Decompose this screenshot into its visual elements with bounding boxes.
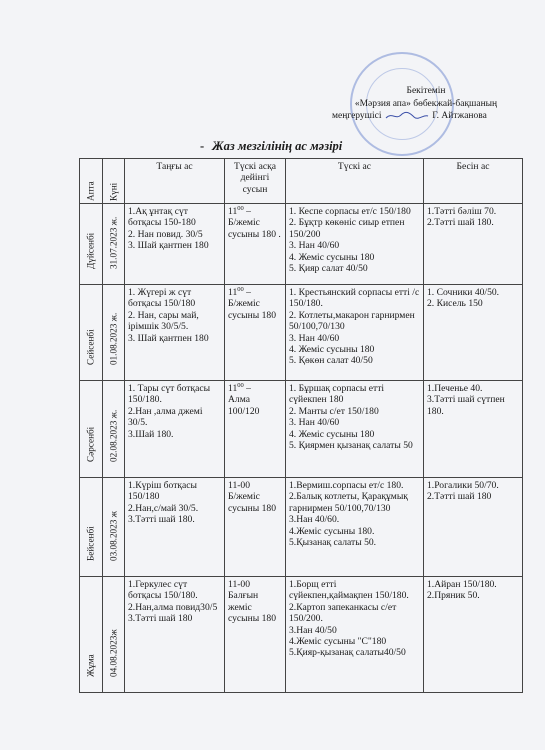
snack-item: – (243, 287, 251, 298)
header-week: Апта (80, 159, 103, 204)
snack-item: Б/жеміс сусыны 180 . (228, 217, 281, 240)
snack-item: Б/жеміс сусыны 180 (228, 298, 277, 321)
page-title (200, 139, 342, 154)
date-cell: 04.08.2023ж (103, 577, 125, 693)
date-cell: 01.08.2023 ж. (103, 285, 125, 381)
afternoon-cell-item: 1.Рогалики 50/70. (427, 480, 499, 491)
header-snack: Түскі асқа дейінгі сусын (225, 159, 286, 204)
snack-time: 11 (228, 206, 238, 217)
table-row (80, 204, 523, 285)
breakfast-cell-item: 3.Тәтті шай 180. (128, 514, 195, 526)
title-bullet: - (200, 139, 205, 153)
lunch-cell-item: 3. Нан 40/60 (289, 240, 340, 252)
afternoon-cell-item: 2.Пряник 50. (427, 590, 480, 602)
date-cell: 31.07.2023 ж. (103, 204, 125, 285)
lunch-cell-item: 1. Кеспе сорпасы ет/с 150/180 (289, 206, 411, 217)
snack-item: Б/жеміс сусыны 180 (228, 491, 277, 514)
afternoon-cell-item: 1. Сочники 40/50. (427, 287, 500, 298)
snack-cell (225, 381, 286, 478)
breakfast-cell-item: 3. Шай қантпен 180 (128, 240, 209, 252)
breakfast-cell-item: 2. Нан, сары май, ірімшік 30/5/5. (128, 309, 199, 333)
snack-cell (225, 204, 286, 285)
lunch-cell-item: 4.Жеміс сусыны 180. (289, 525, 375, 537)
lunch-cell-item: 2. Бұқтр көкөніс сиыр етпен 150/200 (289, 217, 405, 240)
snack-item: – (243, 206, 251, 217)
snack-item: Алма 100/120 (228, 394, 260, 417)
header-lunch: Түскі ас (286, 159, 424, 204)
snack-cell (225, 285, 286, 381)
breakfast-cell-item: 3.Шай 180. (128, 428, 174, 440)
lunch-cell-item: 1.Борщ етті сүйекпен,қаймақпен 150/180. (289, 579, 409, 602)
breakfast-cell (125, 381, 225, 478)
snack-item: Балғын жеміс сусыны 180 (228, 590, 277, 625)
breakfast-cell (125, 204, 225, 285)
table-header-row (80, 159, 523, 204)
week-cell: Сәрсенбі (80, 381, 103, 478)
snack-cell (225, 478, 286, 577)
snack-time: 11-00 (228, 579, 251, 590)
snack-time: 11 (228, 287, 238, 298)
afternoon-cell (424, 478, 523, 577)
afternoon-cell (424, 204, 523, 285)
afternoon-cell-item: 1.Айран 150/180. (427, 579, 497, 590)
date-cell: 02.08.2023 ж. (103, 381, 125, 478)
breakfast-cell-item: 1.Геркулес сүт ботқасы 150/180. (128, 579, 198, 602)
header-afternoon: Бесін ас (424, 159, 523, 204)
approval-block (326, 85, 526, 123)
table-row (80, 478, 523, 577)
afternoon-cell-item: 2.Тәтті шай 180 (427, 491, 492, 503)
afternoon-cell-item: 2. Кисель 150 (427, 298, 483, 310)
snack-time: 11 (228, 383, 238, 394)
lunch-cell-item: 3.Нан 40/60. (289, 514, 340, 526)
snack-time-minutes: 00 (237, 204, 244, 212)
lunch-cell (286, 204, 424, 285)
approval-position: меңгерушісі (332, 111, 382, 121)
afternoon-cell (424, 577, 523, 693)
snack-cell (225, 577, 286, 693)
snack-item: – (243, 383, 251, 394)
title-text: Жаз мезгілінің ас мәзірі (212, 139, 343, 153)
lunch-cell-item: 3.Нан 40/50 (289, 624, 337, 636)
snack-time: 11-00 (228, 480, 251, 491)
breakfast-cell-item: 1. Жүгері ж сүт ботқасы 150/180 (128, 287, 196, 310)
afternoon-cell-item: 2.Тәтті шай 180. (427, 217, 494, 229)
afternoon-cell-item: 1.Печенье 40. (427, 383, 483, 394)
header-day: Күні (103, 159, 125, 204)
lunch-cell-item: 2. Котлеты,макарон гарнирмен 50/100,70/130 (289, 309, 415, 333)
lunch-cell (286, 285, 424, 381)
breakfast-cell-item: 2.Нан,алма повид30/5 (128, 601, 218, 613)
lunch-cell-item: 3. Нан 40/60 (289, 332, 340, 344)
afternoon-cell (424, 285, 523, 381)
approval-line2: «Мәрзия апа» бөбекжай-бақшаның (354, 98, 498, 109)
lunch-cell-item: 4.Жеміс сусыны "С"180 (289, 636, 387, 648)
afternoon-cell (424, 381, 523, 478)
lunch-cell-item: 5. Қиярмен қызанақ салаты 50 (289, 440, 413, 452)
header-breakfast: Таңғы ас (125, 159, 225, 204)
lunch-cell (286, 577, 424, 693)
breakfast-cell (125, 577, 225, 693)
breakfast-cell (125, 478, 225, 577)
menu-table (79, 158, 523, 693)
lunch-cell-item: 3. Нан 40/60 (289, 417, 340, 429)
table-row (80, 285, 523, 381)
lunch-cell (286, 381, 424, 478)
lunch-cell-item: 2.Балық котлеты, Қарақұмық гарнирмен 50/100,70/130 (289, 491, 408, 514)
week-cell: Сейсенбі (80, 285, 103, 381)
signature-image (384, 111, 430, 121)
breakfast-cell-item: 3.Тәтті шай 180 (128, 613, 193, 625)
approval-line3 (326, 110, 526, 123)
breakfast-cell-item: 3. Шай қантпен 180 (128, 332, 209, 344)
breakfast-cell-item: 1.Ақ ұнтақ сүт ботқасы 150-180 (128, 206, 196, 229)
snack-time-minutes: 00 (237, 381, 244, 389)
afternoon-cell-item: 1.Тәтті бәліш 70. (427, 206, 497, 217)
breakfast-cell-item: 1. Тары сүт ботқасы 150/180. (128, 383, 211, 406)
lunch-cell-item: 1. Крестьянский сорпасы етті /с 150/180. (289, 287, 420, 310)
breakfast-cell-item: 2. Нан повид. 30/5 (128, 228, 203, 240)
approval-name: Г. Айтжанова (432, 111, 487, 121)
lunch-cell-item: 1. Бұршақ сорпасы етті сүйекпен 180 (289, 383, 385, 406)
week-cell: Дүйсенбі (80, 204, 103, 285)
lunch-cell-item: 4. Жеміс сусыны 180 (289, 428, 375, 440)
approval-line1: Бекітемін (406, 86, 446, 96)
snack-time-minutes: 00 (237, 285, 244, 293)
lunch-cell-item: 4. Жеміс сусыны 180 (289, 344, 375, 356)
lunch-cell-item: 5. Қөкөн салат 40/50 (289, 355, 373, 367)
breakfast-cell (125, 285, 225, 381)
breakfast-cell-item: 1.Күріш ботқасы 150/180 (128, 480, 198, 503)
date-cell: 03.08.2023 ж (103, 478, 125, 577)
lunch-cell-item: 2. Манты с/ет 150/180 (289, 405, 379, 417)
lunch-cell-item: 2.Картоп запеканкасы с/ет 150/200. (289, 601, 397, 625)
lunch-cell-item: 4. Жеміс сусыны 180 (289, 251, 375, 263)
lunch-cell-item: 5.Қызанақ салаты 50. (289, 537, 377, 549)
week-cell: Жұма (80, 577, 103, 693)
lunch-cell (286, 478, 424, 577)
breakfast-cell-item: 2.Нан ,алма джемі 30/5. (128, 405, 203, 429)
breakfast-cell-item: 2.Нан,с/май 30/5. (128, 502, 199, 514)
lunch-cell-item: 5.Қияр-қызанақ салаты40/50 (289, 647, 406, 659)
afternoon-cell-item: 3.Тәтті шай сүтпен 180. (427, 394, 505, 417)
lunch-cell-item: 1.Вермиш.сорпасы ет/с 180. (289, 480, 404, 491)
table-row (80, 577, 523, 693)
lunch-cell-item: 5. Қияр салат 40/50 (289, 263, 368, 275)
week-cell: Бейсенбі (80, 478, 103, 577)
table-row (80, 381, 523, 478)
